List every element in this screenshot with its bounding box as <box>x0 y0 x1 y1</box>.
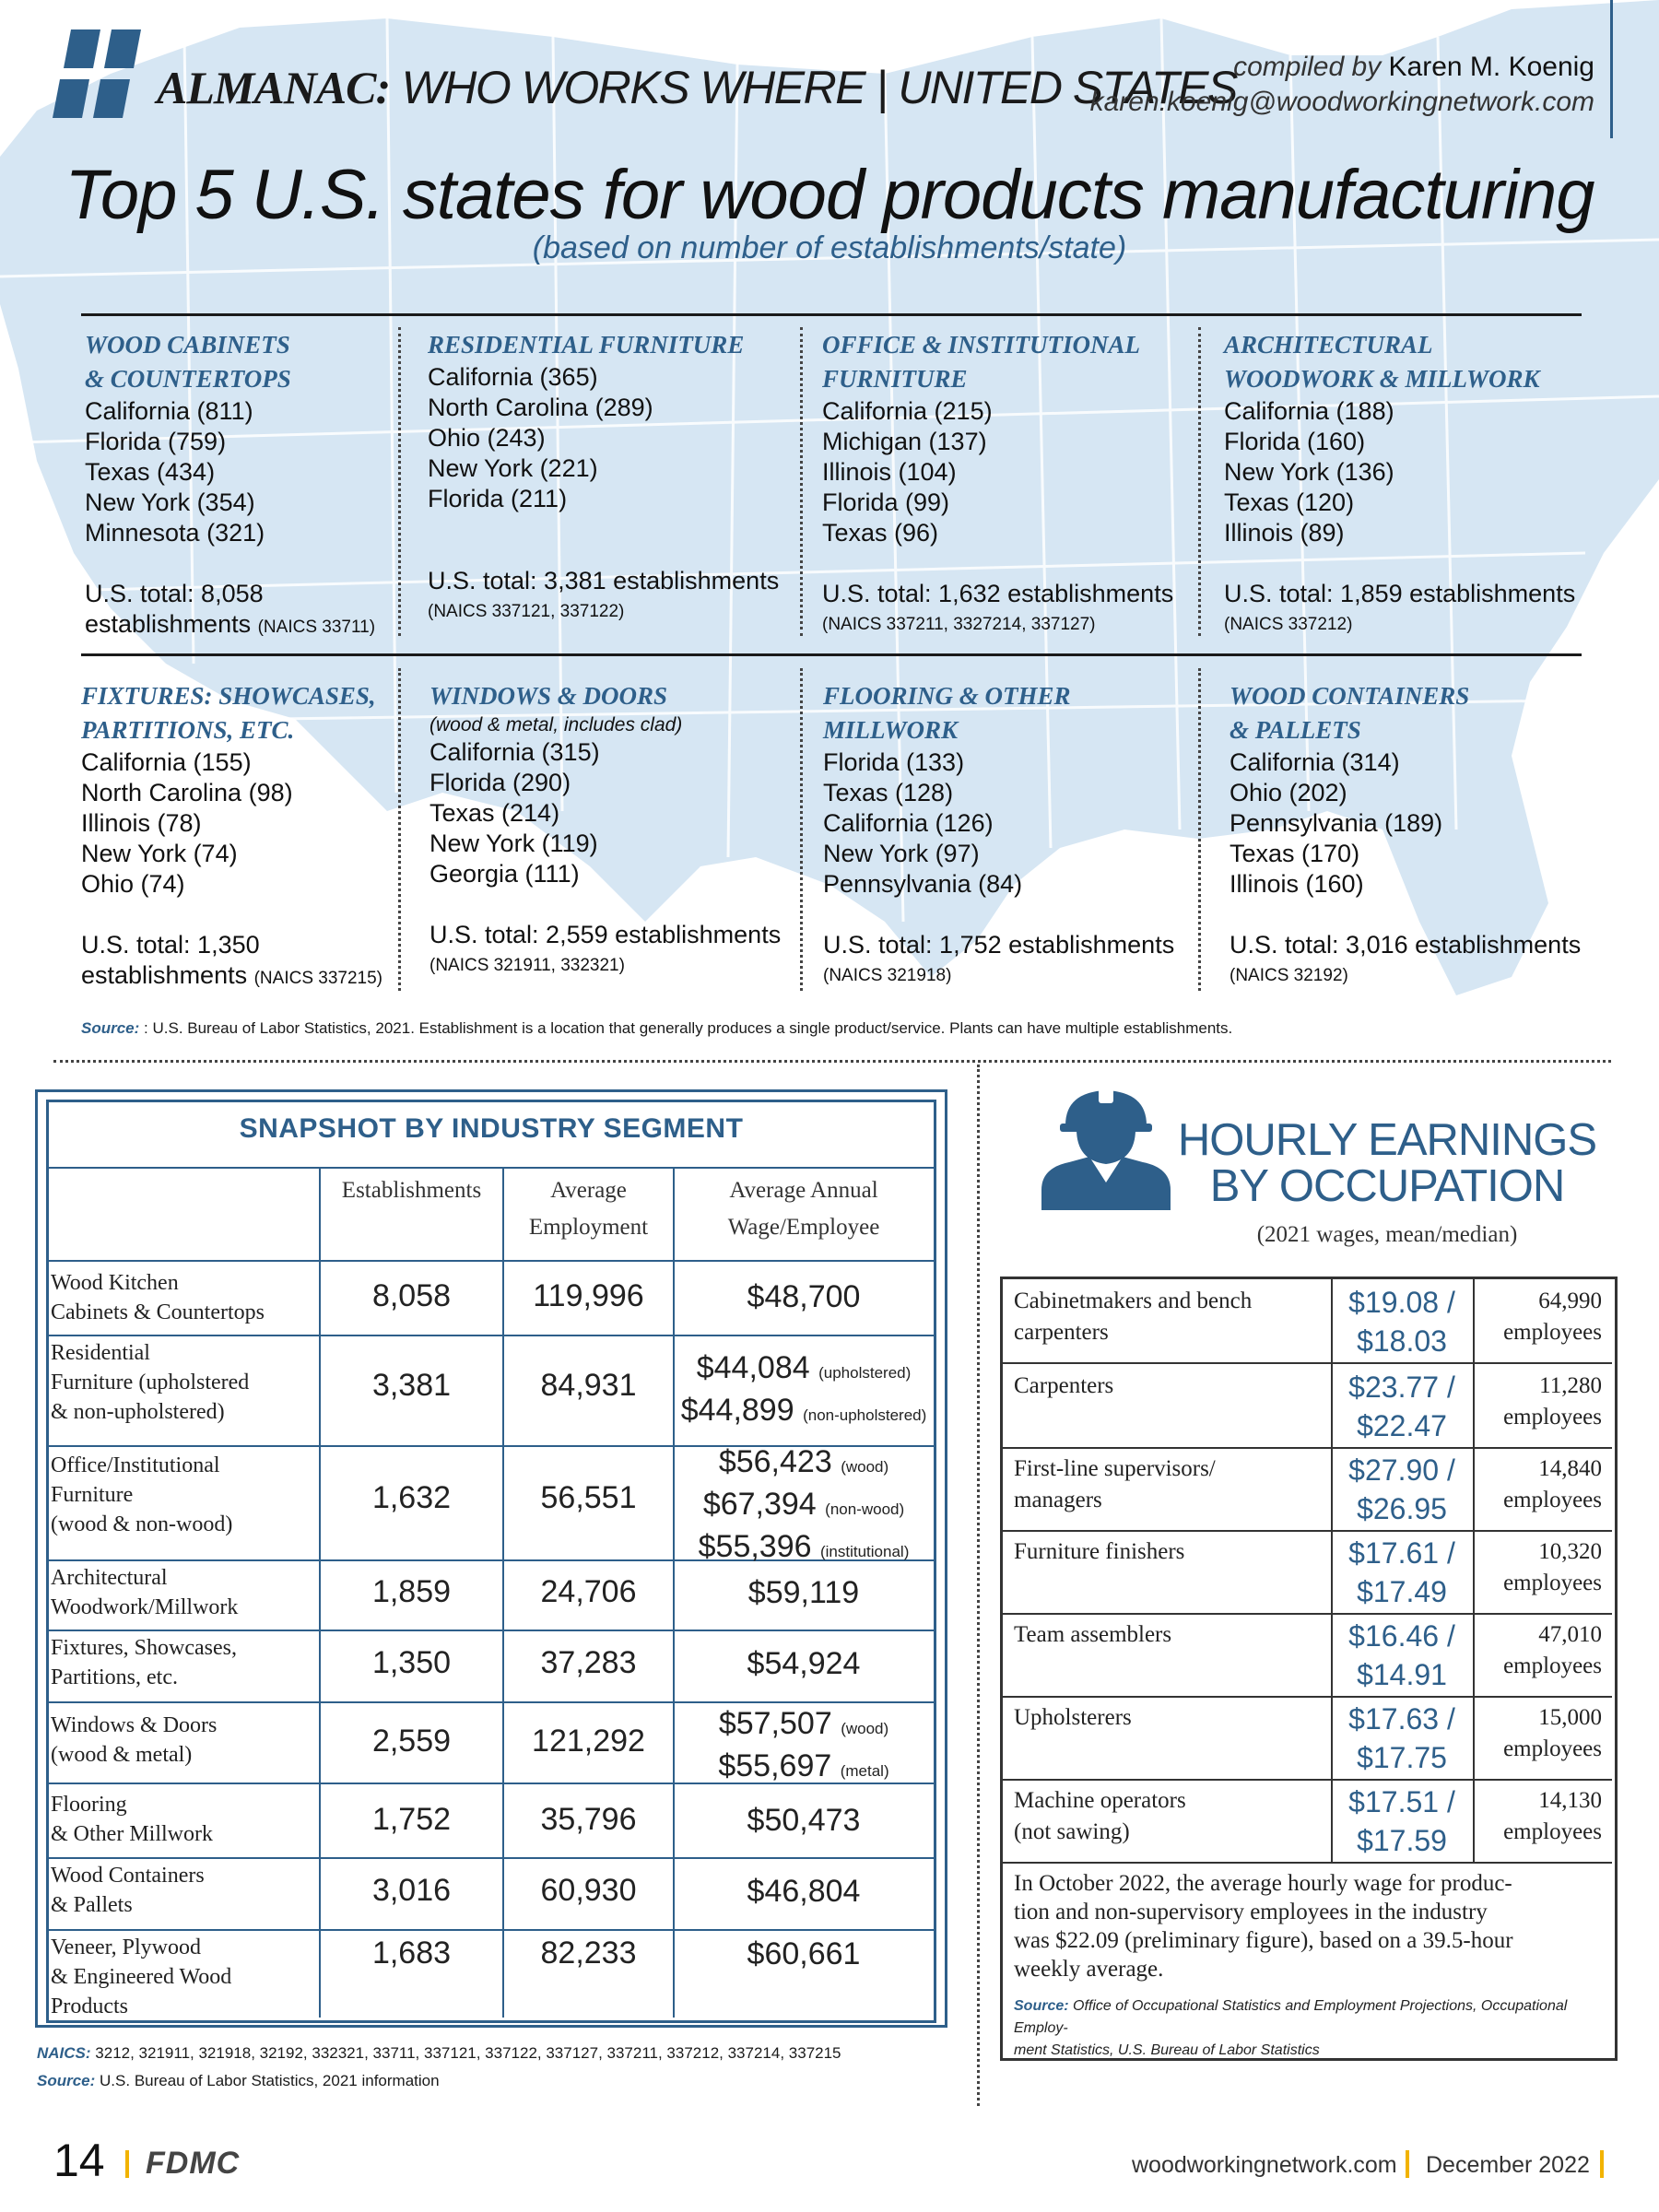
occupation-line: First-line supervisors/ <box>1014 1456 1216 1481</box>
state-item: North Carolina (289) <box>428 394 653 421</box>
employee-count <box>1475 1702 1602 1765</box>
earnings-source <box>1014 1995 1604 2062</box>
occupation-label <box>1014 1286 1336 1348</box>
earnings-subtitle: (2021 wages, mean/median) <box>1256 1222 1518 1247</box>
note-line: In October 2022, the average hourly wage for produc- <box>1014 1871 1512 1896</box>
wage-qualifier: (wood) <box>841 1720 889 1737</box>
section-divider <box>53 1060 1611 1063</box>
row-label-line: Cabinets & Countertops <box>51 1300 265 1324</box>
cell-employment: 24,706 <box>540 1574 637 1609</box>
row-label <box>51 1933 318 2021</box>
page-subtitle: (based on number of establishments/state) <box>532 230 1127 265</box>
row-label-line: Residential <box>51 1341 150 1365</box>
state-item: Florida (160) <box>1224 428 1366 455</box>
occupation-label <box>1014 1702 1336 1734</box>
state-item: California (188) <box>1224 397 1394 425</box>
cell-wage: $59,119 <box>747 1575 860 1610</box>
state-item: Florida (211) <box>428 485 568 512</box>
fdmc-logo: FDMC <box>146 2146 241 2181</box>
footer-divider <box>125 2150 129 2178</box>
row-label-line: Office/Institutional <box>51 1453 220 1477</box>
author-name: Karen M. Koenig <box>1388 52 1594 82</box>
separator <box>398 668 401 991</box>
row-label-line: Fixtures, Showcases, <box>51 1636 237 1660</box>
wage-value: $44,899 <box>680 1393 794 1428</box>
table-rule <box>1003 1613 1612 1615</box>
employee-count <box>1475 1286 1602 1348</box>
category-title: FLOORING & OTHER <box>823 682 1071 710</box>
source-text: Office of Occupational Statistics and Employment Projections, Occupational Employ- <box>1014 1998 1568 2036</box>
earnings-title-line: BY OCCUPATION <box>1209 1161 1565 1211</box>
source-label: Source: <box>1014 1998 1069 2014</box>
separator <box>800 327 803 636</box>
cell-employment: 119,996 <box>533 1278 644 1313</box>
row-label-line: Partitions, etc. <box>51 1665 178 1689</box>
wage-mean: $17.63 / <box>1348 1702 1455 1735</box>
category-title: FIXTURES: SHOWCASES, <box>81 682 376 710</box>
occupation-label <box>1014 1453 1336 1516</box>
row-label-line: Flooring <box>51 1793 127 1817</box>
wage-mean: $27.90 / <box>1348 1453 1455 1487</box>
row-label-line: Woodwork/Millwork <box>51 1595 239 1619</box>
category-title: & COUNTERTOPS <box>85 365 291 393</box>
table-rule <box>48 1260 935 1262</box>
wage-mean-median <box>1333 1783 1471 1860</box>
category-title: MILLWORK <box>823 716 959 744</box>
category-total: U.S. total: 2,559 establishments <box>429 921 782 948</box>
category-fixtures <box>81 679 394 994</box>
employee-count <box>1475 1619 1602 1682</box>
state-item: Ohio (74) <box>81 870 185 898</box>
cell-establishments: 3,381 <box>371 1368 452 1403</box>
category-residential-furniture <box>428 328 796 627</box>
byline <box>1090 50 1594 120</box>
occupation-line: Carpenters <box>1014 1373 1114 1398</box>
state-item: California (155) <box>81 748 252 776</box>
cell-wage: $48,700 <box>747 1279 861 1314</box>
page-number: 14 <box>53 2135 105 2186</box>
cell-wage: $60,661 <box>747 1936 861 1971</box>
state-item: Texas (214) <box>429 799 560 827</box>
wage-median: $17.59 <box>1357 1824 1447 1857</box>
row-label-line: & Pallets <box>51 1893 133 1917</box>
table-rule <box>48 1857 935 1859</box>
note-line: tion and non-supervisory employees in the industry <box>1014 1900 1488 1924</box>
employee-label: employees <box>1503 1405 1602 1430</box>
state-item: Texas (120) <box>1224 488 1355 516</box>
employee-label: employees <box>1503 1571 1602 1595</box>
employee-count <box>1475 1371 1602 1433</box>
state-item: California (126) <box>823 809 994 837</box>
category-windows-doors <box>429 679 798 981</box>
cell-establishments: 1,350 <box>371 1645 452 1680</box>
wage-mean: $23.77 / <box>1348 1371 1455 1404</box>
state-item: Illinois (104) <box>822 458 957 486</box>
employee-number: 14,130 <box>1538 1788 1602 1813</box>
state-item: Illinois (78) <box>81 809 202 837</box>
category-title: RESIDENTIAL FURNITURE <box>428 331 745 359</box>
cell-employment: 60,930 <box>540 1873 637 1908</box>
separator <box>800 668 803 991</box>
employee-number: 11,280 <box>1539 1373 1602 1398</box>
footer-divider <box>1600 2150 1604 2178</box>
state-item: New York (136) <box>1224 458 1394 486</box>
table-rule <box>1003 1696 1612 1698</box>
category-wood-cabinets <box>85 328 389 642</box>
footer-divider <box>1406 2150 1409 2178</box>
state-item: California (365) <box>428 363 598 391</box>
cell-establishments: 1,683 <box>371 1936 452 1971</box>
compiled-by-label: compiled by <box>1233 52 1382 82</box>
col-header-employment <box>504 1172 673 1246</box>
table-rule <box>1003 1530 1612 1532</box>
cell-employment: 56,551 <box>540 1480 637 1515</box>
source-text: : U.S. Bureau of Labor Statistics, 2021. Establishment is a location that generally produces a single product/service. Plants can have multiple establishments. <box>144 1019 1233 1037</box>
category-naics: (NAICS 337215) <box>253 969 383 988</box>
occupation-line: Team assemblers <box>1014 1622 1172 1647</box>
occupation-label <box>1014 1619 1336 1651</box>
wage-value: $67,394 <box>702 1487 817 1522</box>
state-item: New York (354) <box>85 488 255 516</box>
wage-mean: $17.51 / <box>1348 1785 1455 1818</box>
row-label-line: Furniture <box>51 1483 134 1507</box>
cell-establishments: 8,058 <box>371 1278 452 1313</box>
row-label-line: Veneer, Plywood <box>51 1936 202 1959</box>
note-line: was $22.09 (preliminary figure), based on a 39.5-hour <box>1014 1928 1513 1953</box>
row-label <box>51 1790 318 1849</box>
state-item: Florida (133) <box>823 748 965 776</box>
snapshot-title: SNAPSHOT BY INDUSTRY SEGMENT <box>239 1113 744 1144</box>
author-email: karen.koenig@woodworkingnetwork.com <box>1089 87 1594 117</box>
table-rule <box>48 1630 935 1631</box>
occupation-line: Machine operators <box>1014 1788 1186 1813</box>
cell-wage: $46,804 <box>747 1874 861 1909</box>
category-total-cont: establishments <box>81 961 248 989</box>
source-label: Source: <box>81 1019 140 1037</box>
table-rule <box>1003 1447 1612 1449</box>
source-text: ment Statistics, U.S. Bureau of Labor Statistics <box>1014 2042 1320 2058</box>
category-title: ARCHITECTURAL <box>1224 331 1433 359</box>
state-item: Illinois (89) <box>1224 519 1345 547</box>
wage-qualifier: (non-upholstered) <box>803 1406 927 1424</box>
col-header-line: Average Annual <box>729 1178 878 1203</box>
occupation-label <box>1014 1536 1336 1568</box>
category-flooring <box>823 679 1192 991</box>
state-item: Illinois (160) <box>1230 870 1364 898</box>
cell-establishments: 3,016 <box>371 1873 452 1908</box>
state-item: Florida (759) <box>85 428 227 455</box>
note-line: weekly average. <box>1014 1957 1164 1982</box>
cell-establishments: 1,632 <box>371 1480 452 1515</box>
category-title: OFFICE & INSTITUTIONAL <box>822 331 1141 359</box>
state-item: Florida (99) <box>822 488 950 516</box>
state-item: California (315) <box>429 738 600 766</box>
row-label-line: (wood & non-wood) <box>51 1512 233 1536</box>
row-label <box>51 1633 318 1692</box>
col-header-wage <box>675 1172 933 1246</box>
wage-value: $56,423 <box>718 1444 832 1479</box>
employee-label: employees <box>1503 1819 1602 1844</box>
state-item: Texas (128) <box>823 779 954 806</box>
wage-qualifier: (institutional) <box>819 1543 910 1560</box>
occupation-line: managers <box>1014 1488 1102 1512</box>
category-naics: (NAICS 337212) <box>1224 615 1353 634</box>
employee-number: 15,000 <box>1538 1705 1602 1730</box>
wage-mean-median <box>1333 1368 1471 1445</box>
column-divider <box>977 1065 980 2106</box>
separator <box>398 327 401 636</box>
wage-qualifier: (metal) <box>840 1762 889 1780</box>
cell-wage <box>675 1443 933 1571</box>
category-total: U.S. total: 8,058 <box>85 580 264 607</box>
naics-text: 3212, 321911, 321918, 32192, 332321, 33711, 337121, 337122, 337127, 337211, 337212, 337214, 337215 <box>95 2044 841 2062</box>
state-item: Texas (170) <box>1230 840 1360 867</box>
brand-almanac: ALMANAC: <box>157 62 391 113</box>
earnings-title <box>1171 1117 1604 1209</box>
separator <box>1198 668 1201 991</box>
occupation-label <box>1014 1371 1336 1402</box>
category-total: U.S. total: 1,752 establishments <box>823 931 1175 959</box>
table-rule <box>48 1167 935 1169</box>
state-item: Minnesota (321) <box>85 519 265 547</box>
employee-label: employees <box>1503 1653 1602 1678</box>
separator <box>1198 327 1201 636</box>
category-title: WOOD CONTAINERS <box>1230 682 1470 710</box>
row-label-line: & Other Millwork <box>51 1822 213 1846</box>
wage-value: $55,396 <box>698 1529 812 1564</box>
category-office-furniture <box>822 328 1191 640</box>
wage-median: $17.49 <box>1357 1575 1447 1608</box>
category-total: U.S. total: 1,859 establishments <box>1224 580 1576 607</box>
wage-value: $57,507 <box>718 1706 832 1741</box>
category-total: U.S. total: 1,632 establishments <box>822 580 1174 607</box>
row-label <box>51 1861 318 1920</box>
wage-mean-median <box>1333 1700 1471 1777</box>
table-rule <box>1003 1779 1612 1781</box>
cell-wage: $54,924 <box>747 1646 861 1681</box>
row-label-line: & non-upholstered) <box>51 1400 225 1424</box>
employee-number: 14,840 <box>1538 1456 1602 1481</box>
wage-qualifier: (wood) <box>841 1458 889 1476</box>
state-item: New York (221) <box>428 454 598 482</box>
state-item: Georgia (111) <box>429 860 580 888</box>
state-item: Michigan (137) <box>822 428 987 455</box>
row-label-line: Windows & Doors <box>51 1713 218 1737</box>
employee-number: 10,320 <box>1538 1539 1602 1564</box>
category-total: U.S. total: 3,381 establishments <box>428 567 780 594</box>
table-rule <box>48 1701 935 1703</box>
category-naics: (NAICS 33711) <box>257 618 376 637</box>
wage-mean-median <box>1333 1283 1471 1360</box>
category-title: WOODWORK & MILLWORK <box>1224 365 1540 393</box>
state-item: Pennsylvania (84) <box>823 870 1023 898</box>
state-item: Pennsylvania (189) <box>1230 809 1443 837</box>
wage-mean: $19.08 / <box>1348 1286 1455 1319</box>
category-title: WOOD CABINETS <box>85 331 290 359</box>
category-total: U.S. total: 3,016 establishments <box>1230 931 1582 959</box>
state-item: New York (97) <box>823 840 980 867</box>
occupation-line: Upholsterers <box>1014 1705 1132 1730</box>
wage-median: $14.91 <box>1357 1658 1447 1691</box>
col-header-establishments: Establishments <box>341 1178 482 1203</box>
row-label <box>51 1563 318 1622</box>
row-label <box>51 1268 318 1327</box>
state-item: California (215) <box>822 397 993 425</box>
category-total-cont: establishments <box>85 610 252 638</box>
table-rule <box>48 1335 935 1336</box>
cell-establishments: 1,752 <box>371 1802 452 1837</box>
row-label-line: (wood & metal) <box>51 1743 193 1767</box>
category-title: PARTITIONS, ETC. <box>81 716 295 744</box>
naics-footnote <box>37 2044 841 2063</box>
category-naics: (NAICS 321911, 332321) <box>429 956 625 975</box>
header-accent-rule <box>1610 0 1613 138</box>
employee-count <box>1475 1536 1602 1599</box>
top-source-note <box>81 1019 1232 1038</box>
wage-median: $22.47 <box>1357 1409 1447 1442</box>
state-item: California (811) <box>85 397 253 425</box>
state-item: Texas (96) <box>822 519 939 547</box>
section-brand <box>157 61 1237 114</box>
wage-median: $17.75 <box>1357 1741 1447 1774</box>
wage-qualifier: (non-wood) <box>825 1500 905 1518</box>
col-header-line: Average <box>550 1178 627 1203</box>
naics-label: NAICS: <box>37 2044 91 2062</box>
wage-mean: $17.61 / <box>1348 1536 1455 1570</box>
employee-number: 64,990 <box>1538 1288 1602 1313</box>
col-header-line: Employment <box>528 1215 649 1240</box>
wage-median: $26.95 <box>1357 1492 1447 1525</box>
worker-hardhat-icon <box>1032 1083 1180 1210</box>
table-rule <box>1003 1362 1612 1364</box>
cell-employment: 82,233 <box>540 1936 637 1971</box>
row-label <box>51 1451 318 1539</box>
row-label-line: Architectural <box>51 1566 168 1590</box>
occupation-line: carpenters <box>1014 1320 1109 1345</box>
source-text: U.S. Bureau of Labor Statistics, 2021 information <box>100 2072 440 2089</box>
divider-top <box>81 313 1582 316</box>
wage-qualifier: (upholstered) <box>818 1364 912 1382</box>
category-total: U.S. total: 1,350 <box>81 931 260 959</box>
row-label-line: Wood Containers <box>51 1864 205 1888</box>
row-label-line: Products <box>51 1994 128 2018</box>
category-wood-containers <box>1230 679 1617 991</box>
category-architectural-woodwork <box>1224 328 1611 640</box>
brand-subtitle: WHO WORKS WHERE | UNITED STATES <box>401 62 1237 113</box>
employee-number: 47,010 <box>1538 1622 1602 1647</box>
cell-wage <box>675 1705 933 1790</box>
category-naics: (NAICS 321918) <box>823 966 952 985</box>
cell-employment: 121,292 <box>532 1724 645 1759</box>
employee-label: employees <box>1503 1736 1602 1761</box>
source-label: Source: <box>37 2072 96 2089</box>
wage-median: $18.03 <box>1357 1324 1447 1358</box>
row-label <box>51 1711 318 1770</box>
snapshot-source <box>37 2072 440 2090</box>
state-item: New York (119) <box>429 830 598 857</box>
cell-establishments: 1,859 <box>371 1574 452 1609</box>
row-label-line: & Engineered Wood <box>51 1965 232 1989</box>
category-naics: (NAICS 32192) <box>1230 966 1348 985</box>
page-title: Top 5 U.S. states for wood products manufacturing <box>65 156 1594 234</box>
table-rule <box>1003 1862 1612 1864</box>
row-label-line: Furniture (upholstered <box>51 1371 250 1394</box>
state-item: Florida (290) <box>429 769 571 796</box>
cell-establishments: 2,559 <box>371 1724 452 1759</box>
wage-mean: $16.46 / <box>1348 1619 1455 1653</box>
employee-count <box>1475 1453 1602 1516</box>
category-title: & PALLETS <box>1230 716 1361 744</box>
cell-employment: 37,283 <box>540 1645 637 1680</box>
earnings-note <box>1014 1869 1604 1983</box>
cell-wage: $50,473 <box>747 1803 861 1838</box>
state-item: New York (74) <box>81 840 238 867</box>
col-header-line: Wage/Employee <box>727 1215 880 1240</box>
occupation-line: Cabinetmakers and bench <box>1014 1288 1253 1313</box>
category-title: WINDOWS & DOORS <box>429 682 668 710</box>
cell-employment: 84,931 <box>540 1368 637 1403</box>
wage-mean-median <box>1333 1534 1471 1611</box>
wage-mean-median <box>1333 1617 1471 1694</box>
wage-value: $55,697 <box>718 1748 832 1783</box>
wage-value: $44,084 <box>696 1350 810 1385</box>
earnings-title-line: HOURLY EARNINGS <box>1177 1115 1597 1165</box>
state-item: Ohio (202) <box>1230 779 1347 806</box>
cell-employment: 35,796 <box>540 1802 637 1837</box>
occupation-line: Furniture finishers <box>1014 1539 1185 1564</box>
row-label <box>51 1338 318 1427</box>
category-note: (wood & metal, includes clad) <box>429 714 683 735</box>
state-item: Ohio (243) <box>428 424 546 452</box>
state-item: North Carolina (98) <box>81 779 293 806</box>
row-label-line: Wood Kitchen <box>51 1271 179 1295</box>
divider-middle <box>81 653 1582 656</box>
almanac-logo-icon <box>51 29 152 124</box>
occupation-label <box>1014 1785 1336 1848</box>
footer-date: December 2022 <box>1426 2152 1590 2178</box>
employee-label: employees <box>1503 1320 1602 1345</box>
category-naics: (NAICS 337121, 337122) <box>428 602 625 621</box>
occupation-line: (not sawing) <box>1014 1819 1130 1844</box>
employee-count <box>1475 1785 1602 1848</box>
employee-label: employees <box>1503 1488 1602 1512</box>
state-item: California (314) <box>1230 748 1400 776</box>
table-rule <box>48 1929 935 1931</box>
cell-wage <box>675 1349 933 1434</box>
footer-site: woodworkingnetwork.com <box>1132 2152 1397 2178</box>
category-naics: (NAICS 337211, 3327214, 337127) <box>822 615 1096 634</box>
state-item: Texas (434) <box>85 458 216 486</box>
category-title: FURNITURE <box>822 365 968 393</box>
wage-mean-median <box>1333 1451 1471 1528</box>
